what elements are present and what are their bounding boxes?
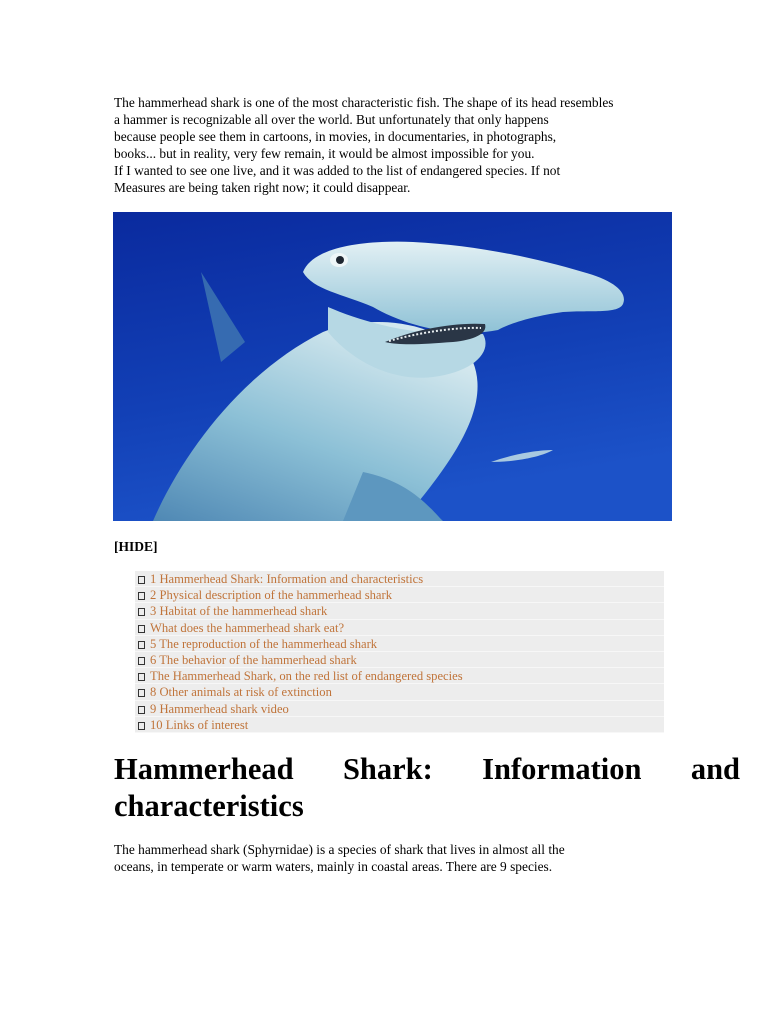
toc-item[interactable] [135,636,664,652]
toc-item-label: 8 Other animals at risk of extinction [150,685,332,700]
toc-item-label: The Hammerhead Shark, on the red list of endangered species [150,669,463,684]
toc-item-label: 9 Hammerhead shark video [150,701,289,716]
checkbox-icon [138,657,145,665]
intro-line: because people see them in cartoons, in movies, in documentaries, in photographs, [114,128,557,144]
table-of-contents [135,571,664,733]
intro-paragraph [114,95,684,196]
section-line: The hammerhead shark (Sphyrnidae) is a species of shark that lives in almost all the [114,842,565,857]
toc-item-label: 1 Hammerhead Shark: Information and characteristics [150,572,424,586]
toc-item-label: 2 Physical description of the hammerhead shark [150,588,393,603]
intro-line: If I wanted to see one live, and it was added to the list of endangered species. If not [114,162,561,178]
section-heading: Hammerhead Shark: Information and characteristics [114,752,740,823]
intro-line: books... but in reality, very few remain, it would be almost impossible for you. [114,145,535,161]
toc-item[interactable] [135,587,664,603]
checkbox-icon [138,706,145,714]
checkbox-icon [138,641,145,649]
toc-item[interactable] [135,668,664,684]
checkbox-icon [138,625,145,633]
toc-item[interactable] [135,571,664,587]
shark-illustration [113,212,672,521]
intro-line: The hammerhead shark is one of the most characteristic fish. The shape of its head resembles [114,95,614,110]
checkbox-icon [138,673,145,681]
intro-line: Measures are being taken right now; it could disappear. [114,179,411,195]
checkbox-icon [138,689,145,697]
toc-item[interactable] [135,652,664,668]
toc-item[interactable] [135,684,664,700]
toc-item[interactable] [135,603,664,619]
checkbox-icon [138,722,145,730]
checkbox-icon [138,608,145,616]
toc-item-label: What does the hammerhead shark eat? [150,620,345,635]
toc-item-label: 3 Habitat of the hammerhead shark [150,604,328,619]
checkbox-icon [138,592,145,600]
section-paragraph [114,842,654,876]
toc-item[interactable] [135,620,664,636]
toc-hide-toggle[interactable]: [HIDE] [114,539,158,554]
toc-item-label: 10 Links of interest [150,717,249,732]
toc-item[interactable] [135,717,664,733]
toc-item-label: 5 The reproduction of the hammerhead shark [150,636,378,651]
intro-line: a hammer is recognizable all over the world. But unfortunately that only happens [114,111,549,127]
toc-item[interactable] [135,701,664,717]
hammerhead-shark-photo [113,212,672,521]
section-line: oceans, in temperate or warm waters, mainly in coastal areas. There are 9 species. [114,858,553,874]
checkbox-icon [138,576,145,584]
toc-item-label: 6 The behavior of the hammerhead shark [150,652,357,667]
